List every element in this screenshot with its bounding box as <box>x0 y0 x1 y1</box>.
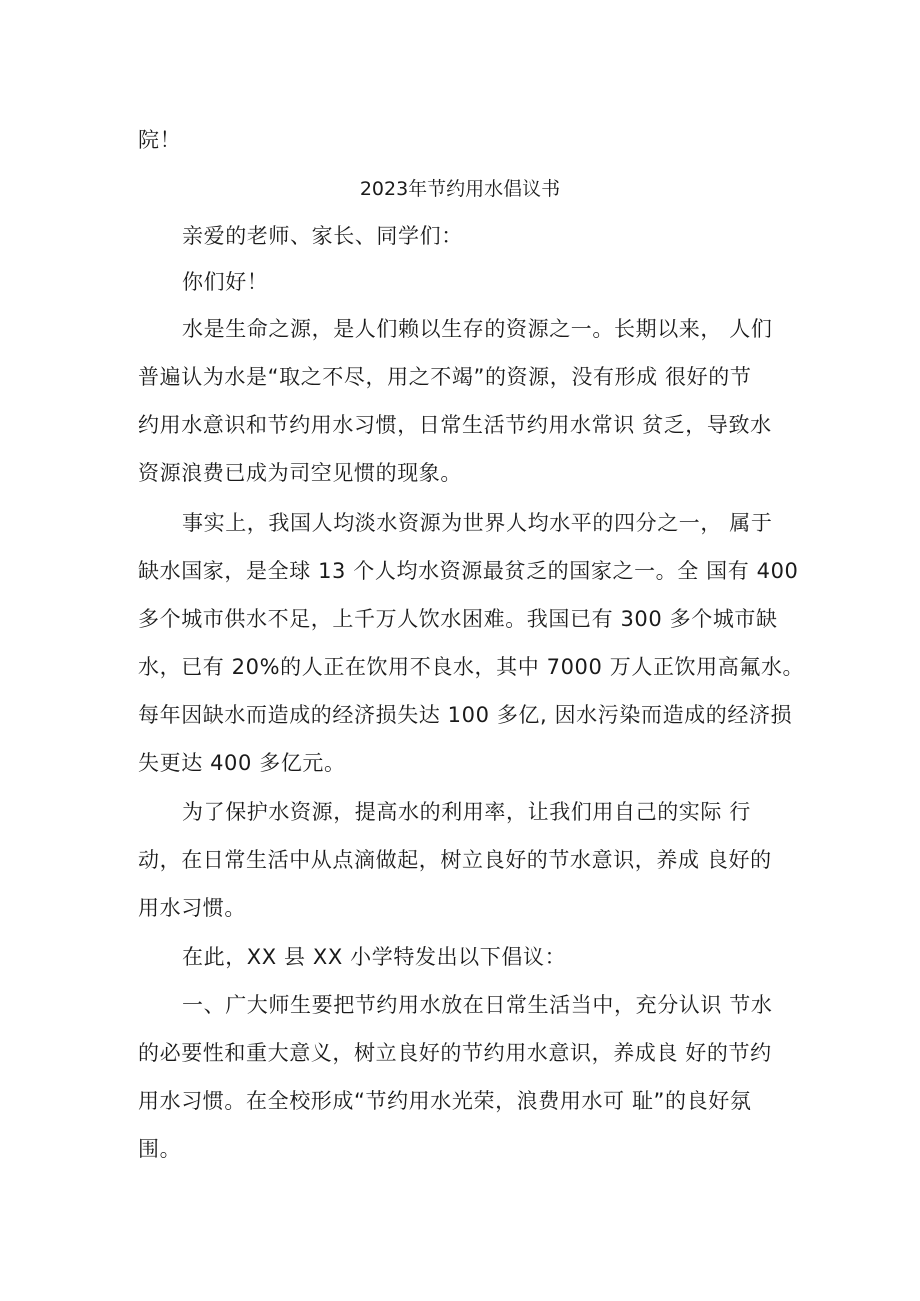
hello-line: 你们好！ <box>182 270 269 294</box>
paragraph-3-line-2: 动，在日常生活中从点滴做起，树立良好的节水意识，养成 良好的 <box>138 848 772 872</box>
paragraph-1-line-3: 约用水意识和节约用水习惯，日常生活节约用水常识 贫乏，导致水 <box>138 413 772 437</box>
paragraph-5-line-1: 一、广大师生要把节约用水放在日常生活当中，充分认识 节水 <box>182 993 773 1017</box>
greeting: 亲爱的老师、家长、同学们： <box>182 224 463 248</box>
paragraph-2-line-2: 缺水国家，是全球 13 个人均水资源最贫乏的国家之一。全 国有 400 <box>138 559 799 583</box>
paragraph-2-line-1: 事实上，我国人均淡水资源为世界人均水平的四分之一， 属于 <box>182 511 773 535</box>
paragraph-5-line-4: 围。 <box>138 1137 182 1161</box>
document-title: 2023年节约用水倡议书 <box>359 178 561 200</box>
paragraph-2-line-5: 每年因缺水而造成的经济损失达 100 多亿, 因水污染而造成的经济损 <box>138 703 793 727</box>
carryover-text: 院！ <box>138 128 182 152</box>
paragraph-4-line-1: 在此，XX 县 XX 小学特发出以下倡议： <box>182 945 567 969</box>
paragraph-1-line-1: 水是生命之源，是人们赖以生存的资源之一。长期以来， 人们 <box>182 317 773 341</box>
paragraph-2-line-4: 水，已有 20%的人正在饮用不良水，其中 7000 万人正饮用高氟水。 <box>138 655 805 679</box>
paragraph-5-line-3: 用水习惯。在全校形成“节约用水光荣，浪费用水可 耻”的良好氛 <box>138 1089 752 1113</box>
paragraph-5-line-2: 的必要性和重大意义，树立良好的节约用水意识，养成良 好的节约 <box>138 1041 772 1065</box>
paragraph-2-line-3: 多个城市供水不足，上千万人饮水困难。我国已有 300 多个城市缺 <box>138 607 778 631</box>
paragraph-1-line-4: 资源浪费已成为司空见惯的现象。 <box>138 461 462 485</box>
paragraph-1-line-2: 普遍认为水是“取之不尽，用之不竭”的资源，没有形成 很好的节 <box>138 365 752 389</box>
paragraph-2-line-6: 失更达 400 多亿元。 <box>138 751 346 775</box>
paragraph-3-line-3: 用水习惯。 <box>138 896 246 920</box>
paragraph-3-line-1: 为了保护水资源，提高水的利用率，让我们用自己的实际 行 <box>182 800 751 824</box>
